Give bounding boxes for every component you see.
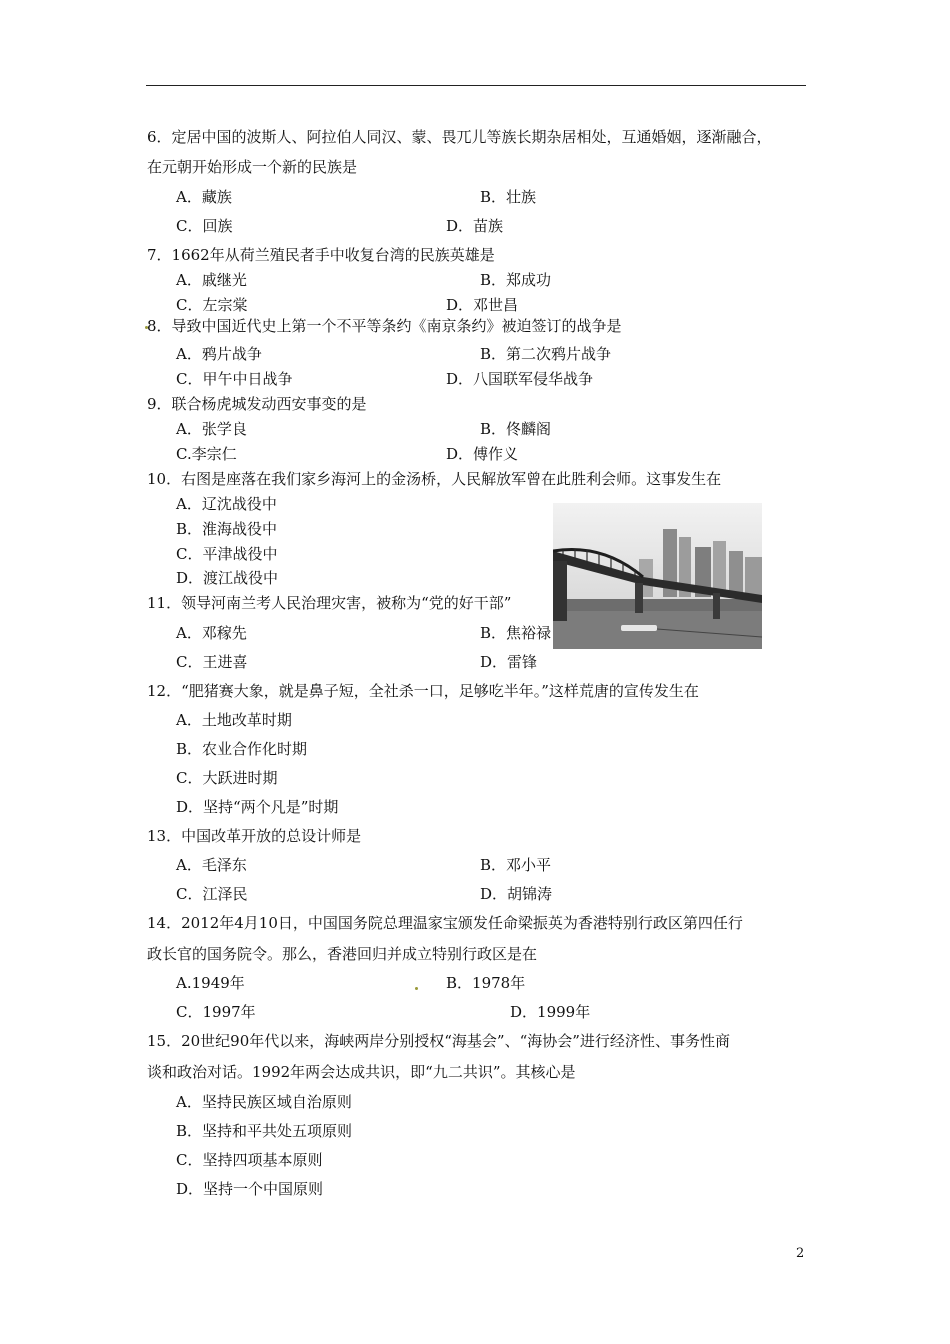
- q13-option-c: C．江泽民: [176, 885, 248, 903]
- q6-stem-line1: 6．定居中国的波斯人、阿拉伯人同汉、蒙、畏兀儿等族长期杂居相处，互通婚姻，逐渐融合，: [147, 128, 772, 146]
- q8-stem: 8．导致中国近代史上第一个不平等条约《南京条约》被迫签订的战争是: [147, 317, 622, 335]
- q7-option-a: A．戚继光: [176, 271, 247, 289]
- q6-option-a: A．藏族: [176, 188, 232, 206]
- q15-option-d: D．坚持一个中国原则: [176, 1180, 324, 1198]
- q6-stem-line2: 在元朝开始形成一个新的民族是: [147, 158, 358, 176]
- q12-option-b: B．农业合作化时期: [176, 740, 308, 758]
- q7-option-b: B．郑成功: [480, 271, 552, 289]
- q6-option-d: D．苗族: [446, 217, 504, 235]
- q11-option-b: B．焦裕禄: [480, 624, 552, 642]
- q6-option-b: B．壮族: [480, 188, 537, 206]
- q15-option-c: C．坚持四项基本原则: [176, 1151, 323, 1169]
- q14-option-c: C．1997年: [176, 1003, 256, 1021]
- q13-stem: 13．中国改革开放的总设计师是: [147, 827, 362, 845]
- q8-option-a: A．鸦片战争: [176, 345, 262, 363]
- q9-option-b: B．佟麟阁: [480, 420, 552, 438]
- q9-stem: 9．联合杨虎城发动西安事变的是: [147, 395, 367, 413]
- q11-option-c: C．王进喜: [176, 653, 248, 671]
- q9-option-d: D．傅作义: [446, 445, 519, 463]
- q10-option-b: B．淮海战役中: [176, 520, 278, 538]
- q10-stem: 10．右图是座落在我们家乡海河上的金汤桥，人民解放军曾在此胜利会师。这事发生在: [147, 470, 722, 488]
- q9-option-c: C.李宗仁: [176, 445, 237, 463]
- page-number: 2: [796, 1246, 805, 1261]
- q14-stem-line2: 政长官的国务院令。那么，香港回归并成立特别行政区是在: [147, 945, 538, 963]
- q11-option-a: A．邓稼先: [176, 624, 247, 642]
- q9-option-a: A．张学良: [176, 420, 247, 438]
- q13-option-a: A．毛泽东: [176, 856, 247, 874]
- q15-option-a: A．坚持民族区域自治原则: [176, 1093, 352, 1111]
- q8-option-b: B．第二次鸦片战争: [480, 345, 612, 363]
- q15-stem-line2: 谈和政治对话。1992年两会达成共识，即“九二共识”。其核心是: [147, 1063, 576, 1081]
- q14-option-a: A.1949年: [176, 974, 245, 992]
- q7-stem: 7．1662年从荷兰殖民者手中收复台湾的民族英雄是: [147, 246, 495, 264]
- q12-stem: 12．“肥猪赛大象，就是鼻子短，全社杀一口，足够吃半年。”这样荒唐的宣传发生在: [147, 682, 699, 700]
- q15-option-b: B．坚持和平共处五项原则: [176, 1122, 353, 1140]
- q8-option-d: D．八国联军侵华战争: [446, 370, 594, 388]
- q11-stem: 11．领导河南兰考人民治理灾害，被称为“党的好干部”: [147, 594, 512, 612]
- q7-option-d: D．邓世昌: [446, 296, 519, 314]
- q12-option-d: D．坚持“两个凡是”时期: [176, 798, 339, 816]
- q12-option-a: A．土地改革时期: [176, 711, 292, 729]
- q14-option-d: D．1999年: [510, 1003, 591, 1021]
- q10-option-a: A．辽沈战役中: [176, 495, 277, 513]
- q6-option-c: C．回族: [176, 217, 233, 235]
- stray-mark: [415, 987, 418, 990]
- header-rule: [146, 85, 806, 86]
- q14-stem-line1: 14．2012年4月10日，中国国务院总理温家宝颁发任命梁振英为香港特别行政区第四任行: [147, 914, 743, 932]
- q11-option-d: D．雷锋: [480, 653, 538, 671]
- q13-option-d: D．胡锦涛: [480, 885, 553, 903]
- q14-option-b: B．1978年: [446, 974, 526, 992]
- q7-option-c: C．左宗棠: [176, 296, 248, 314]
- q8-option-c: C．甲午中日战争: [176, 370, 293, 388]
- q10-option-c: C．平津战役中: [176, 545, 278, 563]
- bridge-photo: [553, 503, 762, 649]
- q12-option-c: C．大跃进时期: [176, 769, 278, 787]
- q15-stem-line1: 15．20世纪90年代以来，海峡两岸分别授权“海基会”、“海协会”进行经济性、事务性商: [147, 1032, 730, 1050]
- q13-option-b: B．邓小平: [480, 856, 552, 874]
- q10-option-d: D．渡江战役中: [176, 569, 279, 587]
